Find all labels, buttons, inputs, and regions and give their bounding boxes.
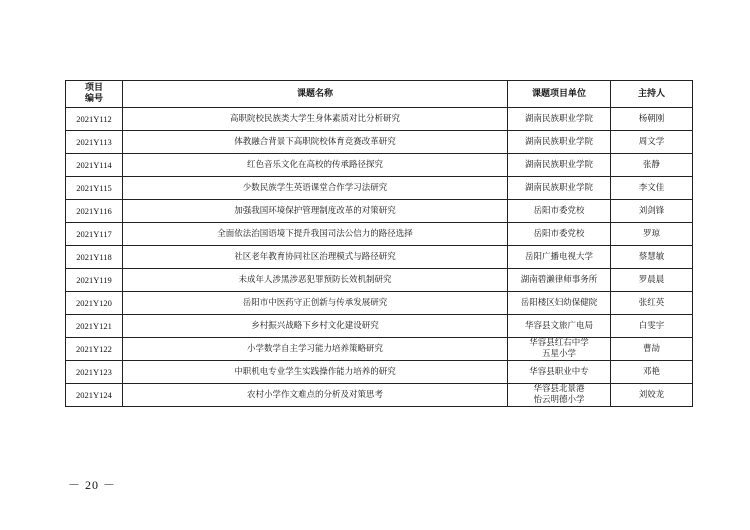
project-unit-line: 岳阳市委党校 bbox=[533, 228, 585, 239]
project-unit-line: 湖南民族职业学院 bbox=[524, 182, 593, 193]
project-title-cell: 加强我国环境保护管理制度改革的对策研究 bbox=[123, 200, 508, 223]
project-unit-cell bbox=[508, 315, 611, 338]
table-row bbox=[66, 292, 693, 315]
project-unit-line: 湖南民族职业学院 bbox=[524, 113, 593, 124]
table-row bbox=[66, 131, 693, 154]
project-code-cell: 2021Y120 bbox=[66, 292, 123, 315]
project-unit-cell bbox=[508, 131, 611, 154]
table-row bbox=[66, 177, 693, 200]
project-code-cell: 2021Y117 bbox=[66, 223, 123, 246]
project-host-cell: 曹劼 bbox=[611, 338, 693, 361]
project-unit-line: 华容县北景港 bbox=[533, 384, 585, 394]
header-code-line2: 编号 bbox=[84, 94, 103, 104]
project-unit-cell bbox=[508, 292, 611, 315]
project-unit-cell bbox=[508, 269, 611, 292]
project-host-cell: 刘剑锋 bbox=[611, 200, 693, 223]
project-host-cell: 白雯宇 bbox=[611, 315, 693, 338]
project-code-cell: 2021Y123 bbox=[66, 361, 123, 384]
project-title-cell: 未成年人涉黑涉恶犯罪预防长效机制研究 bbox=[123, 269, 508, 292]
page-number: － 20 － bbox=[68, 478, 117, 492]
project-title-cell: 农村小学作文难点的分析及对策思考 bbox=[123, 384, 508, 407]
header-project-title: 课题名称 bbox=[123, 81, 508, 108]
project-title-cell: 体教融合背景下高职院校体育竞赛改革研究 bbox=[123, 131, 508, 154]
project-host-cell: 张红英 bbox=[611, 292, 693, 315]
project-code-cell: 2021Y115 bbox=[66, 177, 123, 200]
project-code-cell: 2021Y113 bbox=[66, 131, 123, 154]
project-unit-line: 岳阳楼区妇幼保健院 bbox=[520, 297, 598, 308]
project-code-cell: 2021Y114 bbox=[66, 154, 123, 177]
project-title-cell: 红色音乐文化在高校的传承路径探究 bbox=[123, 154, 508, 177]
project-unit-cell bbox=[508, 223, 611, 246]
project-code-cell: 2021Y119 bbox=[66, 269, 123, 292]
table-row bbox=[66, 200, 693, 223]
project-unit-line: 华容县红右中学 bbox=[529, 338, 589, 348]
project-title-cell: 少数民族学生英语课堂合作学习法研究 bbox=[123, 177, 508, 200]
project-title-cell: 全面依法治国语境下提升我国司法公信力的路径选择 bbox=[123, 223, 508, 246]
project-code-cell: 2021Y112 bbox=[66, 108, 123, 131]
project-host-cell: 杨朝刚 bbox=[611, 108, 693, 131]
project-unit-cell bbox=[508, 108, 611, 131]
table-row bbox=[66, 223, 693, 246]
project-host-cell: 罗琼 bbox=[611, 223, 693, 246]
project-host-cell: 张静 bbox=[611, 154, 693, 177]
project-unit-cell bbox=[508, 246, 611, 269]
table-body bbox=[66, 108, 693, 407]
project-unit-line: 岳阳市委党校 bbox=[533, 205, 585, 216]
project-title-cell: 中职机电专业学生实践操作能力培养的研究 bbox=[123, 361, 508, 384]
project-code-cell: 2021Y124 bbox=[66, 384, 123, 407]
header-project-unit: 课题项目单位 bbox=[508, 81, 611, 108]
table-row bbox=[66, 315, 693, 338]
project-unit-line: 湖南民族职业学院 bbox=[524, 159, 593, 170]
project-unit-line: 湖南民族职业学院 bbox=[524, 136, 593, 147]
project-title-cell: 小学数学自主学习能力培养策略研究 bbox=[123, 338, 508, 361]
project-title-cell: 高职院校民族类大学生身体素质对比分析研究 bbox=[123, 108, 508, 131]
project-unit-cell bbox=[508, 177, 611, 200]
project-unit-cell bbox=[508, 384, 611, 407]
project-host-cell: 刘姣龙 bbox=[611, 384, 693, 407]
project-unit-line: 湖南碧濑律师事务所 bbox=[520, 274, 598, 285]
table-row bbox=[66, 269, 693, 292]
project-unit-line: 华容县职业中专 bbox=[529, 366, 589, 377]
table-row bbox=[66, 154, 693, 177]
project-host-cell: 李文佳 bbox=[611, 177, 693, 200]
table-row bbox=[66, 338, 693, 361]
project-title-cell: 社区老年教育协同社区治理模式与路径研究 bbox=[123, 246, 508, 269]
header-project-host: 主持人 bbox=[611, 81, 693, 108]
header-code-line1: 项目 bbox=[84, 83, 103, 93]
table-row bbox=[66, 108, 693, 131]
project-code-cell: 2021Y121 bbox=[66, 315, 123, 338]
table-header-row bbox=[66, 81, 693, 108]
project-title-cell: 岳阳市中医药守正创新与传承发展研究 bbox=[123, 292, 508, 315]
project-title-cell: 乡村振兴战略下乡村文化建设研究 bbox=[123, 315, 508, 338]
project-host-cell: 周文学 bbox=[611, 131, 693, 154]
project-host-cell: 罗晨晨 bbox=[611, 269, 693, 292]
project-unit-cell bbox=[508, 338, 611, 361]
table-row bbox=[66, 246, 693, 269]
project-unit-cell bbox=[508, 154, 611, 177]
header-project-code bbox=[66, 81, 123, 108]
project-host-cell: 邓艳 bbox=[611, 361, 693, 384]
project-code-cell: 2021Y116 bbox=[66, 200, 123, 223]
project-unit-cell bbox=[508, 361, 611, 384]
table-row bbox=[66, 361, 693, 384]
project-host-cell: 蔡慧敏 bbox=[611, 246, 693, 269]
project-code-cell: 2021Y118 bbox=[66, 246, 123, 269]
project-unit-line: 怡云明德小学 bbox=[533, 395, 585, 405]
project-unit-line: 五星小学 bbox=[541, 349, 576, 359]
project-table bbox=[65, 80, 693, 407]
project-unit-cell bbox=[508, 200, 611, 223]
table-row bbox=[66, 384, 693, 407]
project-unit-line: 岳阳广播电视大学 bbox=[524, 251, 593, 262]
project-code-cell: 2021Y122 bbox=[66, 338, 123, 361]
project-unit-line: 华容县文旅广电局 bbox=[524, 320, 593, 331]
